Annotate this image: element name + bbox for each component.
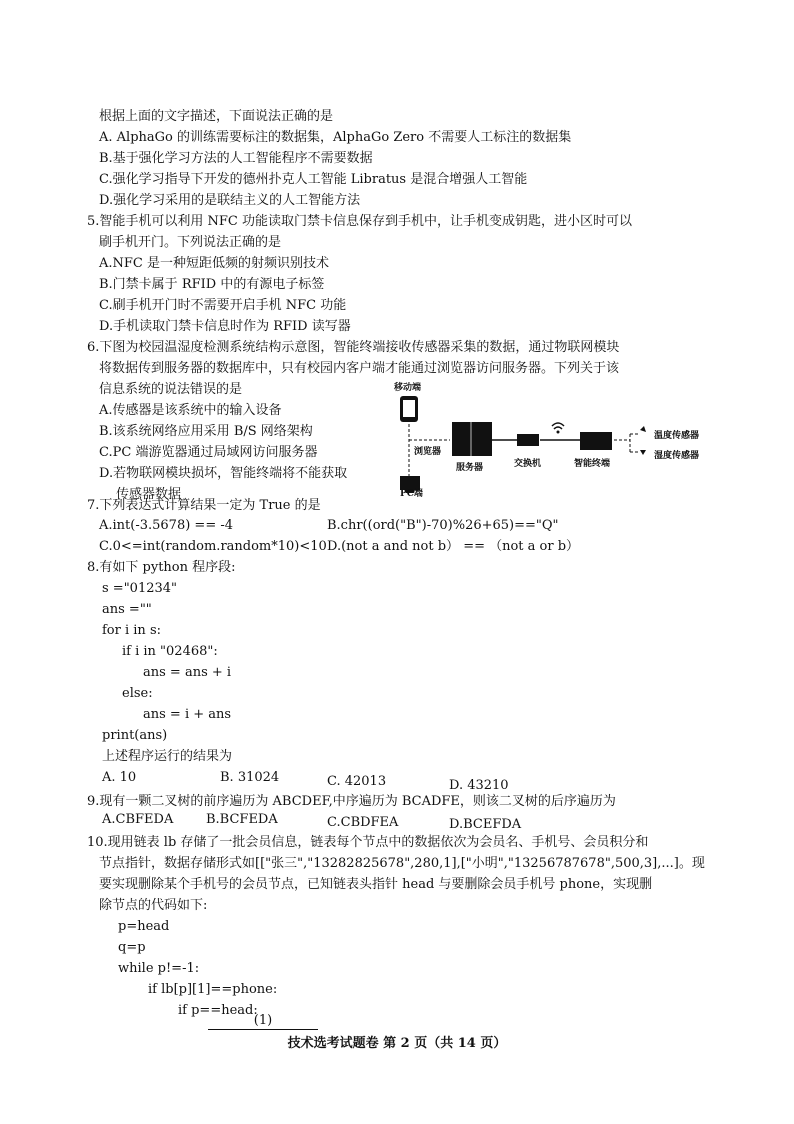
q10-blank-label: (1)	[208, 1012, 318, 1030]
q7-stem: 7.下列表达式计算结果一定为 True 的是	[87, 498, 321, 513]
q4-option-a: A. AlphaGo 的训练需要标注的数据集，AlphaGo Zero 不需要人工标注的数据集	[99, 130, 572, 145]
q9-option-b: B.BCFEDA	[206, 812, 278, 827]
humidity-sensor-icon	[640, 450, 646, 455]
q7-option-c: C.0<=int(random.random*10)<10	[99, 539, 327, 554]
q9-stem: 9.现有一颗二叉树的前序遍历为 ABCDEF,中序遍历为 BCADFE，则该二叉树的后序遍历为	[87, 794, 616, 809]
label-mobile: 移动端	[394, 383, 422, 393]
q7-option-b: B.chr((ord("B")-70)%26+65)=="Q"	[327, 518, 559, 533]
label-browser: 浏览器	[414, 447, 442, 457]
q5-option-c: C.刷手机开门时不需要开启手机 NFC 功能	[99, 298, 347, 313]
q8-code-line-4: if i in "02468":	[122, 644, 218, 659]
q10-blank-1[interactable]	[208, 1012, 318, 1030]
q10-code-line-3: while p!=-1:	[118, 961, 200, 976]
label-switch: 交换机	[514, 459, 542, 469]
q6-option-a: A.传感器是该系统中的输入设备	[99, 403, 282, 418]
q4-option-b: B.基于强化学习方法的人工智能程序不需要数据	[99, 151, 373, 166]
label-temperature-sensor: 温度传感器	[654, 431, 700, 441]
q8-code-line-6: else:	[122, 686, 153, 701]
label-humidity-sensor: 湿度传感器	[654, 451, 700, 461]
q5-option-d: D.手机读取门禁卡信息时作为 RFID 读写器	[99, 319, 351, 334]
wifi-icon	[552, 423, 564, 426]
q8-code-line-3: for i in s:	[102, 623, 161, 638]
q8-option-c: C. 42013	[327, 774, 387, 789]
q4-option-d: D.强化学习采用的是联结主义的人工智能方法	[99, 193, 361, 208]
label-pc: PC端	[400, 489, 423, 499]
q8-code-line-5: ans = ans + i	[143, 665, 232, 680]
q8-code-line-2: ans =""	[102, 602, 152, 617]
q5-stem-line1: 5.智能手机可以利用 NFC 功能读取门禁卡信息保存到手机中，让手机变成钥匙，进小区时可以	[87, 214, 633, 229]
temperature-sensor-icon	[640, 426, 646, 432]
q8-option-b: B. 31024	[220, 770, 280, 785]
q10-code-line-5: if p==head:	[178, 1003, 258, 1018]
q7-option-a: A.int(-3.5678) == -4	[99, 518, 234, 533]
q8-option-d: D. 43210	[449, 778, 509, 793]
q10-stem-line3: 要实现删除某个手机号的会员节点，已知链表头指针 head 与要删除会员手机号 phone，实现删	[99, 877, 653, 892]
q6-option-d: D.若物联网模块损坏，智能终端将不能获取	[99, 466, 348, 481]
q6-option-d-cont: 传感器数据	[116, 487, 182, 502]
q10-code-line-4: if lb[p][1]==phone:	[148, 982, 278, 997]
terminal-icon	[580, 432, 612, 450]
q6-option-c: C.PC 端游览器通过局域网访问服务器	[99, 445, 318, 460]
q10-code-line-2: q=p	[118, 940, 146, 955]
switch-icon	[517, 434, 539, 446]
q10-stem-line1: 10.现用链表 lb 存储了一批会员信息，链表每个节点中的数据依次为会员名、手机号、会员积分和	[87, 835, 649, 850]
q8-stem: 8.有如下 python 程序段:	[87, 560, 236, 575]
q10-code-line-1: p=head	[118, 919, 170, 934]
q5-stem-line2: 刷手机开门。下列说法正确的是	[99, 235, 282, 250]
label-terminal: 智能终端	[574, 459, 611, 469]
q7-option-d: D.(not a and not b） == （not a or b）	[327, 539, 580, 554]
q9-option-d: D.BCEFDA	[449, 817, 522, 832]
q6-stem-line2: 将数据传到服务器的数据库中，只有校园内客户端才能通过浏览器访问服务器。下列关于该	[99, 361, 620, 376]
q6-stem-line1: 6.下图为校园温湿度检测系统结构示意图，智能终端接收传感器采集的数据，通过物联网模块	[87, 340, 620, 355]
q10-stem-line4: 除节点的代码如下:	[99, 898, 208, 913]
q5-option-b: B.门禁卡属于 RFID 中的有源电子标签	[99, 277, 325, 292]
q6-stem-line3: 信息系统的说法错误的是	[99, 382, 243, 397]
q4-stem: 根据上面的文字描述，下面说法正确的是	[99, 109, 334, 124]
q9-option-c: C.CBDFEA	[327, 815, 399, 830]
label-server: 服务器	[456, 463, 484, 473]
q10-stem-line2: 节点指针，数据存储形式如[["张三","13282825678",280,1],["小明","13256787678",500,3],...]。现	[99, 856, 705, 871]
q5-option-a: A.NFC 是一种短距低频的射频识别技术	[99, 256, 329, 271]
q8-option-a: A. 10	[102, 770, 137, 785]
q8-question: 上述程序运行的结果为	[102, 749, 233, 764]
q8-code-line-8: print(ans)	[102, 728, 168, 743]
q6-option-b: B.该系统网络应用采用 B/S 网络架构	[99, 424, 313, 439]
q8-code-line-7: ans = i + ans	[143, 707, 232, 722]
q9-option-a: A.CBFEDA	[102, 812, 174, 827]
q4-option-c: C.强化学习指导下开发的德州扑克人工智能 Libratus 是混合增强人工智能	[99, 172, 528, 187]
system-diagram	[392, 378, 732, 500]
q8-code-line-1: s ="01234"	[102, 581, 178, 596]
page-footer: 技术选考试题卷 第 2 页（共 14 页）	[287, 1036, 507, 1051]
